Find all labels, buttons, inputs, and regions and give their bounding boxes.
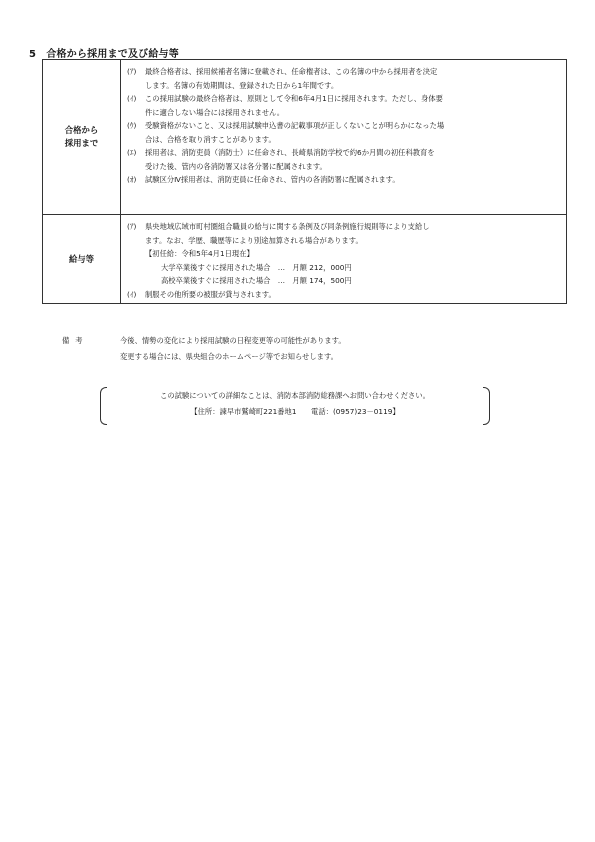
list-item: (ｳ) 受験資格がないこと、又は採用試験申込書の記載事項が正しくないことが明らかになった場	[127, 121, 445, 130]
list-item: (ｴ) 採用者は、消防吏員（消防士）に任命され、長崎県消防学校で約6か月間の初任科教育を	[127, 148, 435, 157]
row-body-salary	[121, 215, 567, 304]
list-item-continuation: します。名簿の有効期間は、登録された日から1年間です。	[145, 80, 339, 90]
list-item-continuation: ます。なお、学歴、職歴等により別途加算される場合があります。	[145, 235, 363, 245]
table-row	[43, 215, 567, 304]
list-item-continuation: 受けた後、管内の各消防署又は各分署に配属されます。	[145, 161, 327, 171]
list-item: (ｱ) 県央地域広域市町村圏組合職員の給与に関する条例及び同条例施行規則等により支給し	[127, 222, 430, 231]
salary-university: 大学卒業後すぐに採用された場合 … 月額 212，000円	[161, 262, 352, 272]
row-body-recruitment	[121, 60, 567, 215]
notes-line: 変更する場合には、県央組合のホームページ等でお知らせします。	[120, 352, 338, 361]
row-header-salary: 給与等	[43, 215, 121, 304]
contact-box	[100, 387, 490, 423]
table-row	[43, 60, 567, 215]
salary-heading: 【初任給：令和5年4月1日現在】	[145, 249, 254, 258]
notes-label: 備考	[62, 336, 89, 345]
contact-address: 【住所：諫早市鷲崎町221番地1 電話：(0957)23－0119】	[190, 407, 400, 416]
list-item: (ｲ) 制服その他所要の被服が貸与されます。	[127, 289, 276, 299]
contact-text: この試験についての詳細なことは、消防本部消防総務課へお問い合わせください。	[160, 391, 430, 400]
recruitment-table	[42, 59, 567, 304]
row-header-line: 採用まで	[64, 138, 99, 148]
list-item: (ｲ) この採用試験の最終合格者は、原則として令和6年4月1日に採用されます。ただし、身体要	[127, 94, 443, 103]
list-item: (ｱ) 最終合格者は、採用候補者名簿に登載され、任命権者は、この名簿の中から採用者を決定	[127, 67, 438, 76]
list-item-continuation: 件に適合しない場合には採用されません。	[145, 107, 285, 117]
section-title: 5 合格から採用まで及び給与等	[29, 49, 179, 60]
notes-line: 今後、情勢の変化により採用試験の日程変更等の可能性があります。	[120, 336, 346, 345]
row-header-recruitment	[43, 60, 121, 215]
list-item-continuation: 合は、合格を取り消すことがあります。	[145, 134, 276, 144]
notes-text	[120, 333, 346, 365]
row-header-line: 合格から	[64, 125, 99, 135]
salary-highschool: 高校卒業後すぐに採用された場合 … 月額 174，500円	[161, 276, 352, 285]
list-item: (ｵ) 試験区分Ⅳ採用者は、消防吏員に任命され、管内の各消防署に配属されます。	[127, 175, 400, 184]
